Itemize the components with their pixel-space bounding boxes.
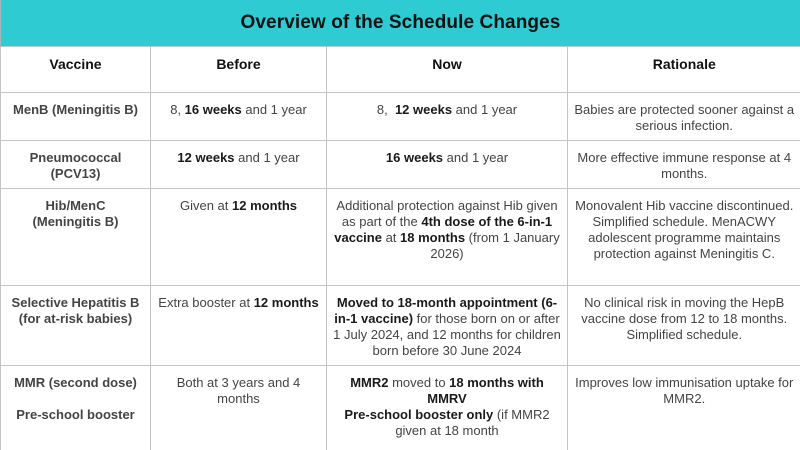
now-emphasis: 18 months with MMRV (427, 375, 544, 406)
table-row-hib-menc (1, 189, 800, 286)
now-emphasis: 12 weeks (394, 102, 453, 117)
vaccine-name-secondary: Pre-school booster (16, 407, 135, 422)
vaccine-subtitle: (Meningitis B) (32, 214, 119, 229)
rationale-cell: Monovalent Hib vaccine discontinued. Simplified schedule. MenACWY adolescent programme maintains protection against Meningitis C. (568, 189, 800, 286)
before-cell (151, 286, 327, 366)
before-emphasis: 16 weeks (184, 102, 242, 117)
rationale-cell: Babies are protected sooner against a serious infection. (568, 93, 800, 141)
now-emphasis: 16 weeks (385, 150, 444, 165)
now-emphasis: 4th dose of the 6-in-1 vaccine (334, 214, 553, 245)
table-row-mmr (1, 366, 800, 450)
now-cell (327, 141, 568, 189)
before-cell (151, 189, 327, 286)
schedule-changes-table (0, 46, 800, 450)
table-row-menb (1, 93, 800, 141)
column-header-before: Before (151, 47, 327, 93)
table-row-hepatitis-b (1, 286, 800, 366)
vaccine-cell (1, 366, 151, 450)
vaccine-name: MMR (second dose) (14, 375, 137, 390)
rationale-cell: More effective immune response at 4 months. (568, 141, 800, 189)
header-row (1, 47, 800, 93)
column-header-now: Now (327, 47, 568, 93)
before-emphasis: 12 months (232, 198, 298, 213)
now-text: (if MMR2 given at 18 month (395, 407, 550, 438)
before-text: Extra booster at (158, 295, 254, 310)
now-cell (327, 93, 568, 141)
before-text: 8, (170, 102, 185, 117)
column-header-rationale: Rationale (568, 47, 800, 93)
now-text: (from 1 January 2026) (430, 230, 560, 261)
now-text: Additional protection against Hib given as part of the (336, 198, 558, 229)
vaccine-name: Selective Hepatitis B (11, 295, 140, 310)
vaccine-cell: MenB (Meningitis B) (1, 93, 151, 141)
vaccine-cell (1, 189, 151, 286)
title-banner (0, 0, 800, 46)
now-text: and 1 year (452, 102, 518, 117)
rationale-cell: No clinical risk in moving the HepB vaccine dose from 12 to 18 months. Simplified schedule. (568, 286, 800, 366)
vaccine-name: Hib/MenC (45, 198, 106, 213)
before-text: and 1 year (241, 102, 307, 117)
vaccine-cell (1, 286, 151, 366)
now-emphasis: Pre-school booster only (344, 407, 494, 422)
table-row-pneumococcal (1, 141, 800, 189)
now-text: for those born on or after 1 July 2024, and 12 months for children born before 30 June 2024 (333, 311, 561, 358)
column-header-vaccine: Vaccine (1, 47, 151, 93)
page-title: Overview of the Schedule Changes (240, 12, 561, 33)
now-emphasis: 18 months (400, 230, 466, 245)
now-text: 8, (376, 102, 395, 117)
before-cell: Both at 3 years and 4 months (151, 366, 327, 450)
now-emphasis: MMR2 (350, 375, 389, 390)
vaccine-cell: Pneumococcal (PCV13) (1, 141, 151, 189)
before-text: and 1 year (234, 150, 300, 165)
now-cell (327, 286, 568, 366)
now-cell (327, 366, 568, 450)
now-text: and 1 year (443, 150, 509, 165)
before-emphasis: 12 weeks (177, 150, 235, 165)
before-text: Given at (179, 198, 232, 213)
vaccine-subtitle: (for at-risk babies) (18, 311, 133, 326)
now-emphasis: Moved to 18-month appointment (6-in-1 vaccine) (334, 295, 558, 326)
before-cell (151, 141, 327, 189)
before-emphasis: 12 months (253, 295, 319, 310)
now-text: at (381, 230, 401, 245)
now-text: moved to (388, 375, 450, 390)
before-cell (151, 93, 327, 141)
now-cell (327, 189, 568, 286)
rationale-cell: Improves low immunisation uptake for MMR2. (568, 366, 800, 450)
